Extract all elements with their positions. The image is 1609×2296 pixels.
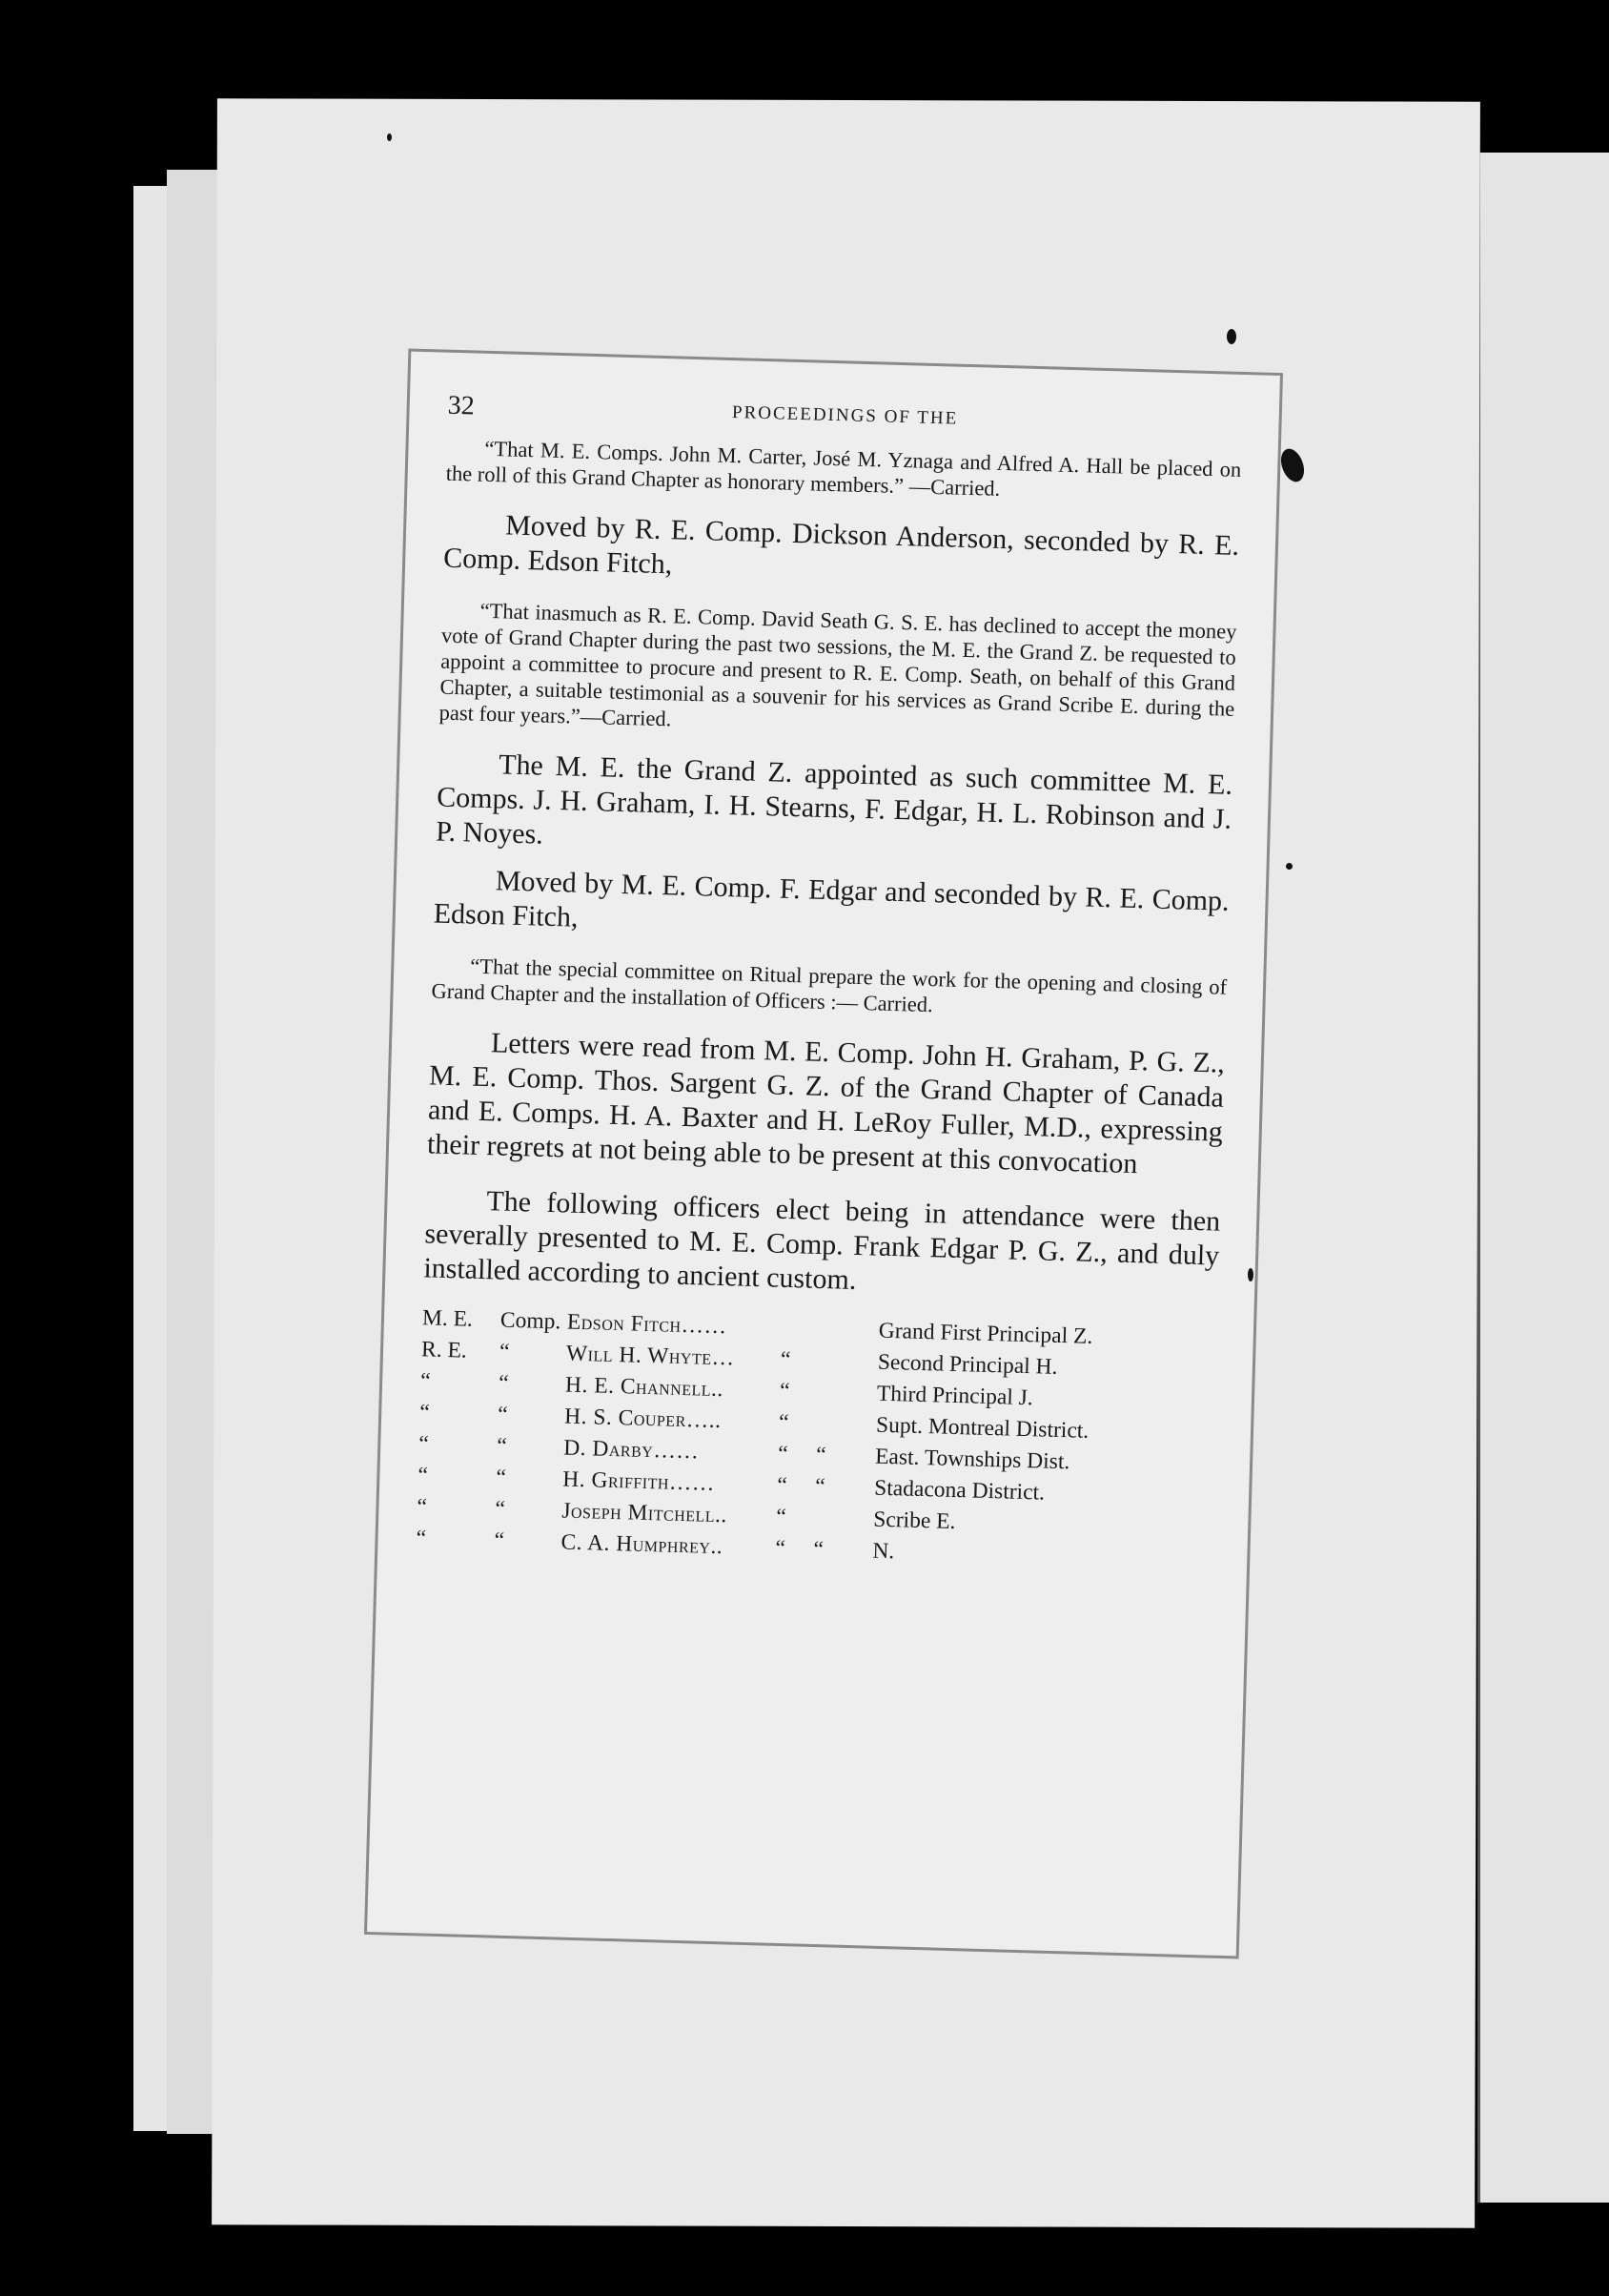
quote-text: “That inasmuch as R. E. Comp. David Seath G. S. E. has declined to accept the money vote of Grand Chapter during the past two sessions, the M. E. the Grand Z. be requested to appoint a committee to procure and present to R. E. Comp. Seath, on behalf of this Grand Chapter, a suitable testimonial as a souvenir for his services as Grand Scribe E. during the past four years.”—Carried. bbox=[438, 598, 1237, 731]
ditto-mark: “ bbox=[775, 1504, 787, 1530]
ditto-mark: “ bbox=[778, 1409, 789, 1436]
ditto-mark bbox=[817, 1408, 877, 1442]
officer-name: H. E. Channell.. bbox=[564, 1372, 724, 1403]
officer-title: “ bbox=[494, 1527, 505, 1553]
ditto-mark: “ bbox=[814, 1473, 826, 1500]
officer-rank: “ bbox=[419, 1368, 431, 1394]
officer-name: Joseph Mitchell.. bbox=[561, 1498, 728, 1528]
facing-page-edge bbox=[1477, 153, 1609, 2203]
ditto-mark bbox=[818, 1345, 878, 1379]
officer-office: Grand First Principal Z. bbox=[878, 1318, 1093, 1349]
letters-paragraph: Letters were read from M. E. Comp. John H. Graham, P. G. Z., M. E. Comp. Thos. Sargent G. Z. of the Grand Chapter of Canada and E. Comps. H. A. Baxter and H. LeRoy Fuller, M.D., expressing their regrets at not being able to be present at this convocation bbox=[426, 1027, 1226, 1180]
officer-rank: “ bbox=[418, 1400, 431, 1425]
page-number: 32 bbox=[447, 390, 476, 421]
running-head-title: PROCEEDINGS OF THE bbox=[731, 402, 959, 429]
officer-office: Supt. Montreal District. bbox=[875, 1412, 1090, 1444]
scan-speck bbox=[1286, 863, 1293, 870]
page-content bbox=[416, 391, 1243, 1577]
officer-title: “ bbox=[495, 1496, 506, 1522]
officer-name: Edson Fitch…… bbox=[566, 1309, 727, 1340]
ditto-mark: “ bbox=[815, 1442, 826, 1468]
officer-name: D. Darby…… bbox=[562, 1435, 700, 1465]
officer-rank: R. E. bbox=[420, 1337, 468, 1363]
officer-name: H. Griffith…… bbox=[561, 1466, 716, 1496]
scan-speck bbox=[1227, 329, 1236, 344]
ditto-mark: “ bbox=[779, 1378, 790, 1404]
officers-list bbox=[416, 1302, 1217, 1576]
officer-rank: “ bbox=[416, 1526, 427, 1551]
scan-speck bbox=[1248, 1268, 1253, 1281]
officer-title: “ bbox=[496, 1433, 508, 1459]
officer-rank: “ bbox=[418, 1431, 430, 1457]
ditto-mark: “ bbox=[813, 1536, 825, 1563]
officer-rank: “ bbox=[418, 1463, 429, 1488]
ditto-mark bbox=[818, 1377, 878, 1410]
officer-name: H. S. Couper….. bbox=[563, 1404, 722, 1434]
quote-text: “That M. E. Comps. John M. Carter, José M. Yznaga and Alfred A. Hall be placed on the roll of this Grand Chapter as honorary members.” —Carried. bbox=[445, 436, 1242, 501]
installation-paragraph: The following officers elect being in attendance were then severally presented to M. E. Comp. Frank Edgar P. G. Z., and duly installed according to ancient custom. bbox=[423, 1185, 1221, 1297]
officer-office: N. bbox=[872, 1538, 895, 1565]
officer-rank: M. E. bbox=[421, 1305, 474, 1332]
ditto-mark: “ bbox=[776, 1472, 788, 1499]
resolution-seath-testimonial bbox=[438, 597, 1236, 748]
officer-title: “ bbox=[499, 1339, 510, 1364]
ditto-mark bbox=[819, 1314, 879, 1347]
ditto-mark bbox=[814, 1503, 874, 1536]
officer-name: Will H. Whyte… bbox=[565, 1341, 735, 1371]
motion-edgar-fitch: Moved by M. E. Comp. F. Edgar and seconded by R. E. Comp. Edson Fitch, bbox=[433, 865, 1231, 933]
officer-title: “ bbox=[498, 1370, 509, 1396]
officer-title: “ bbox=[496, 1465, 507, 1490]
ditto-mark bbox=[781, 1313, 820, 1345]
officer-office: Stadacona District. bbox=[873, 1475, 1046, 1506]
motion-anderson-fitch: Moved by R. E. Comp. Dickson Anderson, seconded by R. E. Comp. Edson Fitch, bbox=[442, 509, 1240, 581]
quote-text: “That the special committee on Ritual prepare the work for the opening and closing of Grand Chapter and the installation of Officers :— Carried. bbox=[431, 953, 1228, 1017]
ditto-mark: “ bbox=[780, 1346, 791, 1373]
officer-office: Second Principal H. bbox=[877, 1349, 1058, 1380]
officer-office: Scribe E. bbox=[872, 1507, 956, 1535]
officer-office: Third Principal J. bbox=[876, 1381, 1034, 1411]
officer-name: C. A. Humphrey.. bbox=[560, 1529, 723, 1560]
officer-office: East. Townships Dist. bbox=[874, 1444, 1070, 1475]
text-block-frame bbox=[364, 349, 1283, 1959]
ditto-mark: “ bbox=[775, 1535, 786, 1562]
officer-rank: “ bbox=[417, 1494, 428, 1520]
committee-appointment: The M. E. the Grand Z. appointed as such committee M. E. Comps. J. H. Graham, I. H. Stearns, F. Edgar, H. L. Robinson and J. P. Noyes. bbox=[435, 748, 1233, 851]
scan-speck bbox=[387, 133, 392, 141]
ditto-mark: “ bbox=[777, 1441, 788, 1467]
officer-title: Comp. bbox=[499, 1307, 561, 1335]
officer-title: “ bbox=[497, 1402, 509, 1427]
